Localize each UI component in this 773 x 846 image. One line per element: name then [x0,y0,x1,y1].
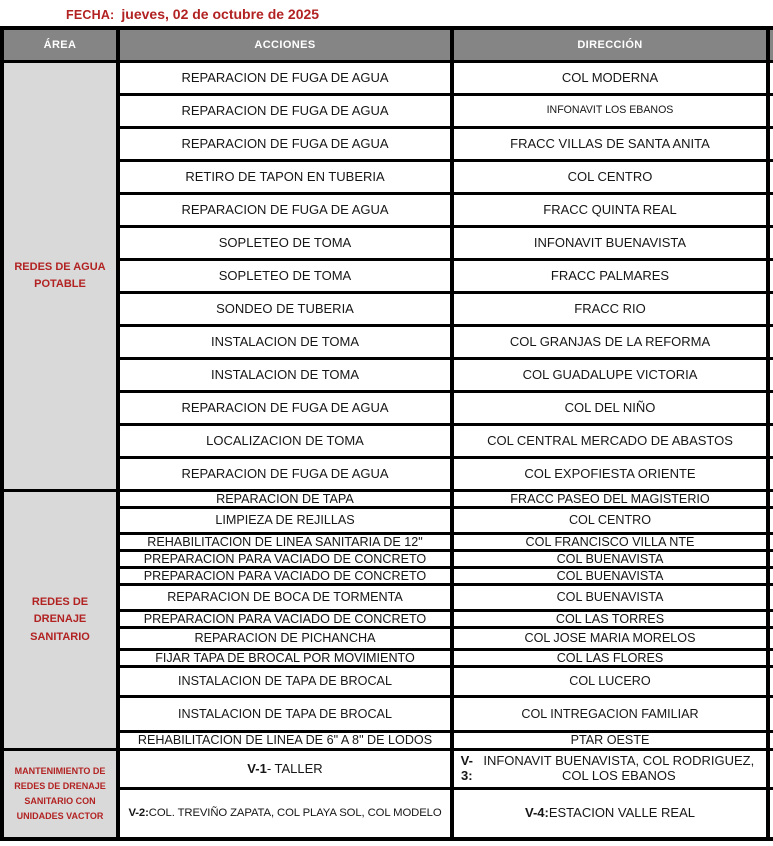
vactor-action-cell [120,751,450,787]
action-cell: REPARACION DE BOCA DE TORMENTA [120,586,450,609]
direction-cell: PTAR OESTE [454,733,766,748]
direction-cell: COL DEL NIÑO [454,393,766,423]
direction-cell: COL JOSE MARIA MORELOS [454,629,766,648]
direction-cell: COL BUENAVISTA [454,569,766,583]
action-cell: REPARACION DE FUGA DE AGUA [120,129,450,159]
action-cell: LOCALIZACION DE TOMA [120,426,450,456]
vactor-direction-cell [454,790,766,837]
direction-cell: FRACC QUINTA REAL [454,195,766,225]
direction-cell: FRACC PALMARES [454,261,766,291]
direction-cell: COL CENTRO [454,509,766,532]
action-cell: REPARACION DE FUGA DE AGUA [120,195,450,225]
vactor-action-text: - TALLER [266,760,323,776]
direction-cell: COL LAS FLORES [454,651,766,665]
direction-cell: COL EXPOFIESTA ORIENTE [454,459,766,489]
action-cell: PREPARACION PARA VACIADO DE CONCRETO [120,552,450,566]
direction-cell: COL BUENAVISTA [454,586,766,609]
direction-cell: COL CENTRAL MERCADO DE ABASTOS [454,426,766,456]
vactor-direction-text: ESTACION VALLE REAL [548,805,696,821]
action-cell: REPARACION DE PICHANCHA [120,629,450,648]
action-cell: RETIRO DE TAPON EN TUBERIA [120,162,450,192]
action-cell: INSTALACION DE TOMA [120,360,450,390]
action-cell: REPARACION DE FUGA DE AGUA [120,96,450,126]
direction-cell: COL LUCERO [454,668,766,695]
direction-cell: FRACC PASEO DEL MAGISTERIO [454,492,766,506]
vactor-action-text: COL. TREVIÑO ZAPATA, COL PLAYA SOL, COL MODELO [148,807,442,820]
direction-cell: INFONAVIT BUENAVISTA [454,228,766,258]
direction-cell: COL MODERNA [454,63,766,93]
action-cell: REPARACION DE FUGA DE AGUA [120,63,450,93]
vactor-direction-text: INFONAVIT BUENAVISTA, COL RODRIGUEZ, COL LOS EBANOS [483,753,755,783]
action-cell: INSTALACION DE TAPA DE BROCAL [120,698,450,730]
action-cell: REPARACION DE FUGA DE AGUA [120,459,450,489]
action-cell: LIMPIEZA DE REJILLAS [120,509,450,532]
area-cell: REDES DE AGUA POTABLE [4,63,116,489]
action-cell: SONDEO DE TUBERIA [120,294,450,324]
direction-cell: COL INTREGACION FAMILIAR [454,698,766,730]
date-row [0,0,773,26]
vactor-direction-cell [454,751,766,787]
vehicle-label: V-3: [460,753,473,783]
vehicle-label: V-1 [247,760,267,776]
direction-cell: COL GRANJAS DE LA REFORMA [454,327,766,357]
date-value: jueves, 02 de octubre de 2025 [121,6,320,22]
action-cell: PREPARACION PARA VACIADO DE CONCRETO [120,569,450,583]
direction-cell: FRACC RIO [454,294,766,324]
action-cell: SOPLETEO DE TOMA [120,228,450,258]
vehicle-label: V-4: [524,805,549,821]
action-cell: FIJAR TAPA DE BROCAL POR MOVIMIENTO [120,651,450,665]
action-cell: INSTALACION DE TOMA [120,327,450,357]
direction-cell: COL FRANCISCO VILLA NTE [454,535,766,549]
direction-cell: COL BUENAVISTA [454,552,766,566]
action-cell: REHABILITACION DE LINEA DE 6" A 8" DE LODOS [120,733,450,748]
action-cell: SOPLETEO DE TOMA [120,261,450,291]
header-cell-1: ACCIONES [120,30,450,60]
action-cell: REPARACION DE FUGA DE AGUA [120,393,450,423]
header-cell-0: ÁREA [4,30,116,60]
vactor-action-cell [120,790,450,837]
area-cell: MANTENIMIENTO DE REDES DE DRENAJE SANITARIO CON UNIDADES VACTOR [4,751,116,837]
direction-cell: COL LAS TORRES [454,612,766,626]
header-cell-2: DIRECCIÓN [454,30,766,60]
direction-cell: FRACC VILLAS DE SANTA ANITA [454,129,766,159]
action-cell: REPARACION DE TAPA [120,492,450,506]
direction-cell: INFONAVIT LOS EBANOS [454,96,766,126]
vehicle-label: V-2: [128,807,149,820]
direction-cell: COL CENTRO [454,162,766,192]
action-cell: REHABILITACION DE LINEA SANITARIA DE 12" [120,535,450,549]
date-label: FECHA: [66,8,115,22]
direction-cell: COL GUADALUPE VICTORIA [454,360,766,390]
action-cell: INSTALACION DE TAPA DE BROCAL [120,668,450,695]
schedule-table [0,26,773,841]
action-cell: PREPARACION PARA VACIADO DE CONCRETO [120,612,450,626]
area-cell: REDES DE DRENAJE SANITARIO [4,492,116,748]
